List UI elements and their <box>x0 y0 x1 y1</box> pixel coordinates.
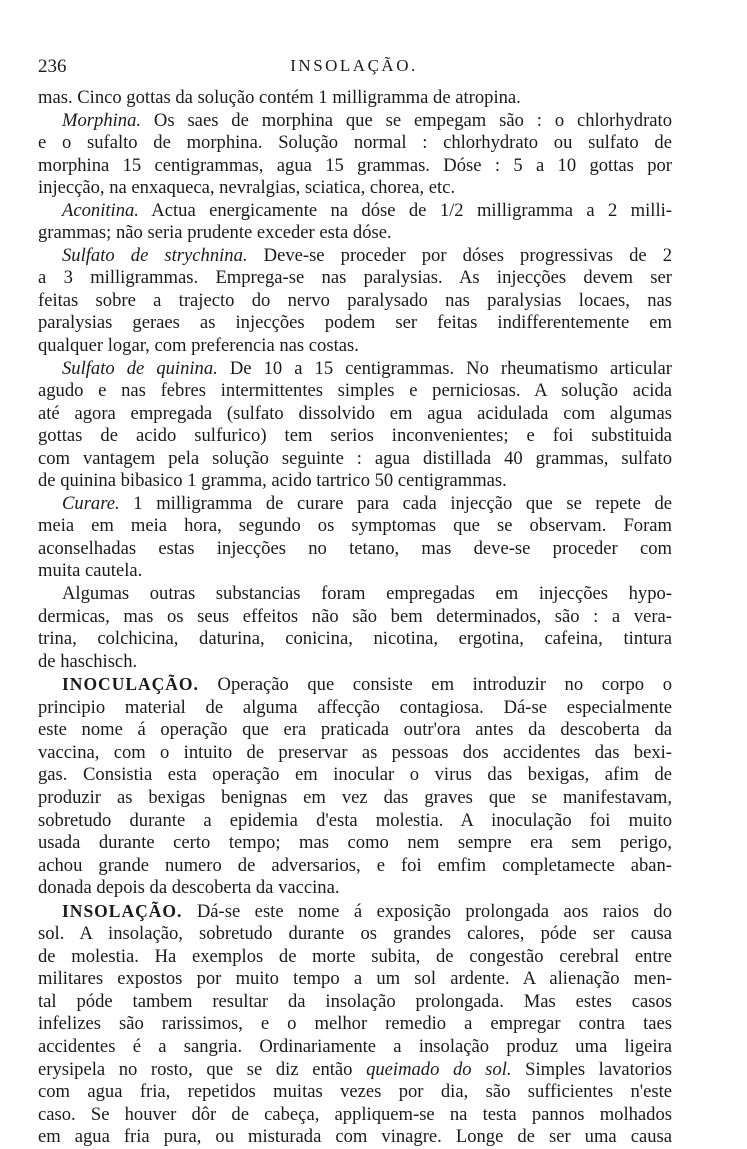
text-line: trina, colchicina, daturina, conicina, nicotina, ergotina, cafeina, tintura <box>38 628 672 650</box>
text-line: Operação que consiste em introduzir no corpo o <box>198 674 672 696</box>
text-line: grammas; não seria prudente exceder esta dóse. <box>38 222 392 244</box>
text-line: e o sufalto de morphina. Solução normal : chlorhydrato ou sulfato de <box>38 132 672 154</box>
text-line: achou grande numero de adversarios, e foi emfim completamecte aban- <box>38 854 672 876</box>
text-line: de haschisch. <box>38 650 138 672</box>
text-line: produzir as bexigas benignas em vez das graves que se manifestavam, <box>38 786 672 808</box>
text-line: Simples lavatorios <box>511 1058 672 1080</box>
text-line: injecção, na enxaqueca, nevralgias, sciatica, chorea, etc. <box>38 177 456 199</box>
text-line: de molestia. Ha exemplos de morte subita, de congestão cerebral entre <box>38 945 672 967</box>
text-line: vaccina, com o intuito de preservar as pessoas dos accidentes das bexi- <box>38 741 672 763</box>
text-line: tal póde tambem resultar da insolação prolongada. Mas estes casos <box>38 990 672 1012</box>
paragraph-aconitina <box>38 200 672 245</box>
text-line: de quinina bibasico 1 gramma, acido tartrico 50 centigrammas. <box>38 470 507 492</box>
text-line: sol. A insolação, sobretudo durante os grandes calores, póde ser causa <box>38 923 672 945</box>
paragraph-morphina <box>38 110 672 200</box>
paragraph-outras-substancias <box>38 583 672 673</box>
body-text <box>38 87 672 1149</box>
text-line: dermicas, mas os seus effeitos não são bem determinados, são : a vera- <box>38 605 672 627</box>
text-line: até agora empregada (sulfato dissolvido em agua acidulada com algumas <box>38 402 672 424</box>
entry-inoculacao <box>38 673 672 899</box>
text-line: gas. Consistia esta operação em inocular o virus das bexigas, afim de <box>38 764 672 786</box>
text-line: morphina 15 centigrammas, agua 15 grammas. Dóse : 5 a 10 gottas por <box>38 154 672 176</box>
entry-insolacao <box>38 900 672 1149</box>
text-line: accidentes é a sangria. Ordinariamente a insolação produz uma ligeira <box>38 1035 672 1057</box>
text-line: Deve-se proceder por dóses progressivas de 2 <box>247 244 672 266</box>
term-sulfato-quinina: Sulfato de quinina. <box>62 357 218 379</box>
text-line: agudo e nas febres intermittentes simples e perniciosas. A solução acida <box>38 380 672 402</box>
text-line: mas. Cinco gottas da solução contém 1 milligramma de atropina. <box>38 87 521 108</box>
text-line: principio material de alguma affecção contagiosa. Dá-se especialmente <box>38 696 672 718</box>
paragraph-sulfato-quinina <box>38 358 672 493</box>
text-line: Os saes de morphina que se empegam são : o chlorhydrato <box>141 109 672 131</box>
text-line: infelizes são rarissimos, e o melhor remedio a empregar contra taes <box>38 1013 672 1035</box>
text-line: com vantagem pela solução seguinte : agua distillada 40 grammas, sulfato <box>38 447 672 469</box>
term-aconitina: Aconitina. <box>62 199 139 221</box>
text-line: donada depois da descoberta da vaccina. <box>38 877 340 899</box>
text-line: sobretudo durante a epidemia d'esta molestia. A inoculação foi muito <box>38 809 672 831</box>
paragraph-curare <box>38 493 672 583</box>
term-curare: Curare. <box>62 492 120 514</box>
text-line: paralysias geraes as injecções podem ser feitas indifferentemente em <box>38 312 672 334</box>
paragraph-sulfato-strychnina <box>38 245 672 358</box>
text-line: aconselhadas estas injecções no tetano, mas deve-se proceder com <box>38 537 672 559</box>
text-line: a 3 milligrammas. Emprega-se nas paralysias. As injecções devem ser <box>38 267 672 289</box>
text-line: Actua energicamente na dóse de 1/2 milligramma a 2 milli- <box>138 199 672 221</box>
text-line: muita cautela. <box>38 560 143 582</box>
text-line: meia em meia hora, segundo os symptomas que se observam. Foram <box>38 515 672 537</box>
text-line: Dá-se este nome á exposição prolongada aos raios do <box>182 900 672 922</box>
page-header <box>38 56 670 86</box>
text-line: gottas de acido sulfurico) tem serios inconvenientes; e foi substituida <box>38 425 672 447</box>
text-line: militares expostos por muito tempo a um sol ardente. A alienação men- <box>38 968 672 990</box>
text-line: este nome á operação que era praticada outr'ora antes da descoberta da <box>38 719 672 741</box>
text-line: com agua fria, repetidos muitas vezes por dia, são sufficientes n'este <box>38 1081 672 1103</box>
entry-heading-inoculacao: INOCULAÇÃO. <box>62 674 199 695</box>
text-line: qualquer logar, com preferencia nas costas. <box>38 335 359 357</box>
entry-heading-insolacao: INSOLAÇÃO. <box>62 900 183 921</box>
text-line: Algumas outras substancias foram empregadas em injecções hypo- <box>62 583 672 605</box>
text-line: De 10 a 15 centigrammas. No rheumatismo articular <box>217 357 672 379</box>
text-line: 1 milligramma de curare para cada injecção que se repete de <box>119 492 672 514</box>
text-line: feitas sobre a trajecto do nervo paralysado nas paralysias locaes, nas <box>38 289 672 311</box>
page-number: 236 <box>38 56 67 77</box>
text-line: em agua fria pura, ou misturada com vinagre. Longe de ser uma causa <box>38 1126 672 1148</box>
running-head: INSOLAÇÃO. <box>290 56 418 75</box>
paragraph-atropina-end <box>38 87 672 110</box>
term-sulfato-strychnina: Sulfato de strychnina. <box>62 244 248 266</box>
term-morphina: Morphina. <box>62 109 142 131</box>
text-line: caso. Se houver dôr de cabeça, appliquem-se na testa pannos molhados <box>38 1103 672 1125</box>
text-line: usada durante certo tempo; mas como nem sempre era sem perigo, <box>38 832 672 854</box>
inline-italic-queimado: queimado do sol. <box>366 1058 512 1080</box>
text-line: erysipela no rosto, que se diz então <box>38 1058 367 1080</box>
